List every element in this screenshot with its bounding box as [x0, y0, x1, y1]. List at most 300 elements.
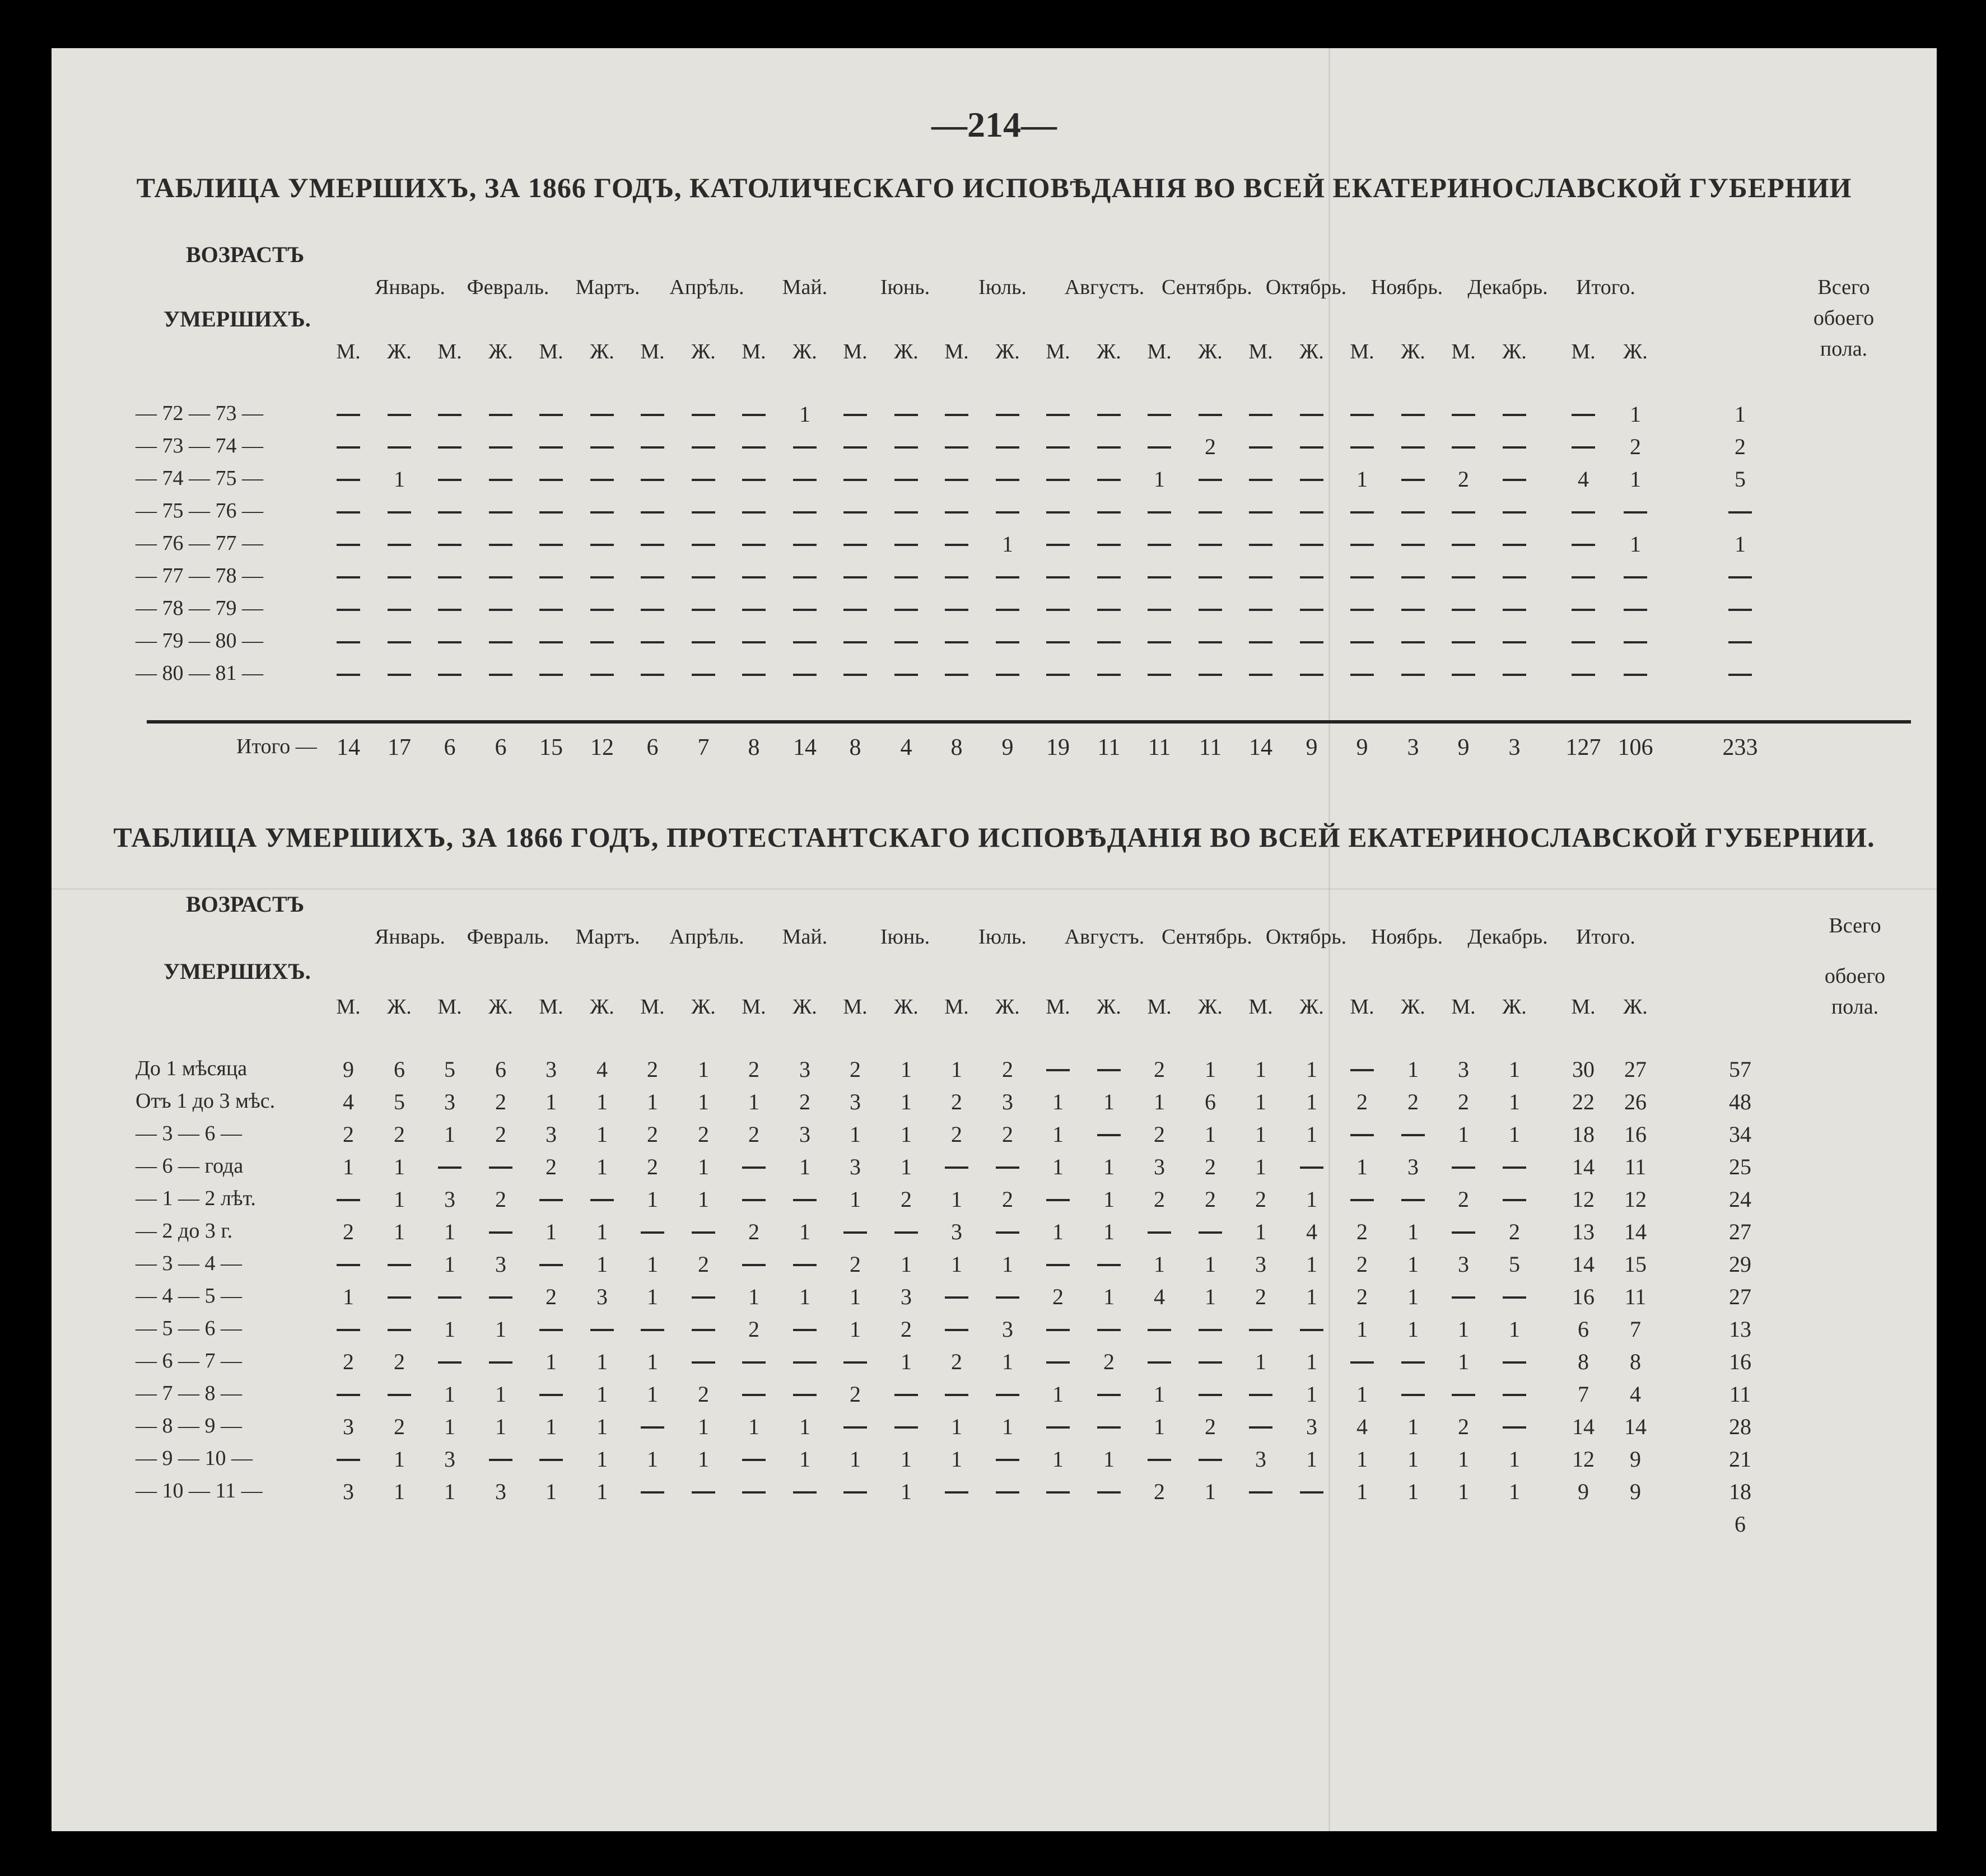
- data-cell: 1: [596, 1089, 608, 1114]
- sex-header: Ж.: [1502, 340, 1527, 363]
- data-cell: [1289, 661, 1334, 687]
- data-cell: 1: [1154, 1252, 1165, 1277]
- data-cell: [985, 596, 1030, 622]
- month-header: Итого.: [1576, 276, 1635, 299]
- sex-header: М.: [742, 995, 766, 1019]
- data-cell: [1188, 401, 1233, 427]
- dash-mark: [1300, 414, 1323, 416]
- scanned-page: [52, 48, 1937, 1831]
- data-cell: 1: [546, 1349, 557, 1374]
- age-row-label: — 7 — 8 —: [136, 1382, 242, 1405]
- dash-mark: [793, 446, 817, 449]
- dash-mark: [843, 446, 867, 449]
- dash-mark: [742, 1491, 766, 1494]
- dash-mark: [742, 1264, 766, 1266]
- data-cell: 2: [1002, 1122, 1013, 1147]
- dash-mark: [1300, 576, 1323, 578]
- age-header: ВОЗРАСТЪ: [186, 892, 305, 917]
- dash-mark: [539, 479, 563, 481]
- dash-mark: [1350, 609, 1374, 611]
- dash-mark: [539, 1264, 563, 1266]
- data-cell: [427, 401, 472, 427]
- table-title: ТАБЛИЦА УМЕРШИХЪ, ЗА 1866 ГОДЪ, ПРОТЕСТАНТСКАГО ИСПОВѢДАНІЯ ВО ВСЕЙ ЕКАТЕРИНОСЛАВСКОЙ ГУБЕРНИИ.: [113, 822, 1875, 853]
- total-cell: 127: [1565, 735, 1601, 760]
- dash-mark: [539, 609, 563, 611]
- data-cell: 1: [1103, 1219, 1115, 1244]
- dash-mark: [894, 1231, 918, 1234]
- data-cell: [580, 1186, 624, 1212]
- data-cell: 2: [1356, 1284, 1368, 1309]
- data-cell: [427, 498, 472, 525]
- data-cell: 2: [1458, 466, 1469, 492]
- data-cell: 1: [1255, 1089, 1266, 1114]
- data-cell: [1238, 563, 1283, 590]
- dash-mark: [1452, 609, 1475, 611]
- data-cell: [529, 661, 574, 687]
- age-row-label: — 80 — 81 —: [136, 661, 263, 685]
- data-cell: [681, 1284, 726, 1310]
- sex-header: М.: [336, 340, 361, 363]
- total-cell: 7: [697, 735, 710, 760]
- data-cell: [529, 433, 574, 460]
- dash-mark: [1249, 1329, 1272, 1331]
- data-cell: 6: [495, 1057, 506, 1082]
- sex-header: М.: [539, 995, 563, 1019]
- data-cell: 2: [1154, 1122, 1165, 1147]
- data-cell: 1: [951, 1252, 962, 1277]
- dash-mark: [843, 414, 867, 416]
- dash-mark: [1148, 576, 1171, 578]
- data-cell: [1492, 433, 1537, 460]
- sex-header: Ж.: [792, 340, 817, 363]
- dash-mark: [1199, 544, 1222, 546]
- data-cell: 1: [1103, 1187, 1115, 1212]
- data-cell: 2: [1356, 1089, 1368, 1114]
- data-cell: [377, 596, 422, 622]
- dash-mark: [1401, 544, 1425, 546]
- total-cell: 8: [849, 735, 861, 760]
- sex-header: Ж.: [1097, 995, 1121, 1019]
- data-cell: [427, 563, 472, 590]
- dash-mark: [1097, 1264, 1121, 1266]
- data-cell: 1: [546, 1219, 557, 1244]
- dash-mark: [1097, 479, 1121, 481]
- dash-mark: [945, 609, 968, 611]
- data-cell: 1: [1630, 531, 1641, 557]
- data-cell: [1391, 433, 1435, 460]
- data-cell: [1561, 531, 1606, 557]
- data-cell: [1188, 1219, 1233, 1245]
- data-cell: 1: [1509, 1122, 1520, 1147]
- age-row-label: — 3 — 6 —: [136, 1122, 242, 1145]
- data-cell: [1238, 1413, 1283, 1440]
- dash-mark: [843, 1361, 867, 1364]
- age-row-label: — 2 до 3 г.: [136, 1219, 233, 1243]
- data-cell: [478, 1154, 523, 1180]
- data-cell: 3: [343, 1414, 354, 1439]
- data-cell: [1036, 1251, 1080, 1277]
- dash-mark: [843, 674, 867, 676]
- data-cell: 1: [596, 1219, 608, 1244]
- data-cell: [681, 401, 726, 427]
- data-cell: [326, 1186, 371, 1212]
- dash-mark: [1148, 414, 1171, 416]
- data-cell: 3: [850, 1089, 861, 1114]
- data-cell: 1: [901, 1252, 912, 1277]
- data-cell: 1: [1103, 1089, 1115, 1114]
- data-cell: [326, 628, 371, 655]
- dash-mark: [1452, 1394, 1475, 1396]
- month-header: Ноябрь.: [1370, 276, 1443, 299]
- data-cell: [833, 1413, 878, 1440]
- data-cell: 2: [343, 1349, 354, 1374]
- data-cell: [630, 628, 675, 655]
- sex-header: Ж.: [1097, 340, 1121, 363]
- total-cell: 9: [1001, 735, 1014, 760]
- dash-mark: [1300, 511, 1323, 514]
- data-cell: [985, 628, 1030, 655]
- sex-header: Ж.: [894, 995, 919, 1019]
- data-cell: [681, 596, 726, 622]
- data-cell: 3: [1154, 1154, 1165, 1179]
- data-cell: [630, 498, 675, 525]
- table-separator-line: [147, 720, 1911, 724]
- dash-mark: [996, 576, 1019, 578]
- data-cell: 1: [1052, 1154, 1064, 1179]
- data-cell: 2: [1255, 1284, 1266, 1309]
- data-cell: 1: [1735, 531, 1746, 557]
- dash-mark: [692, 1329, 715, 1331]
- data-cell: 1: [1002, 1252, 1013, 1277]
- dash-mark: [1300, 641, 1323, 643]
- sex-header: Ж.: [995, 995, 1020, 1019]
- data-cell: [985, 466, 1030, 492]
- data-cell: [884, 563, 929, 590]
- data-cell: 1: [1630, 466, 1641, 492]
- total-cell: 6: [646, 735, 659, 760]
- data-cell: [1137, 1446, 1182, 1472]
- dash-mark: [1452, 674, 1475, 676]
- sex-header: Ж.: [1401, 995, 1425, 1019]
- dash-mark: [1503, 414, 1526, 416]
- data-cell: [1613, 498, 1658, 525]
- dash-mark: [945, 576, 968, 578]
- data-cell: [1238, 1478, 1283, 1505]
- data-cell: [580, 661, 624, 687]
- age-row-label: — 76 — 77 —: [136, 531, 263, 555]
- data-cell: 1: [1306, 1057, 1317, 1082]
- data-cell: [326, 1381, 371, 1407]
- data-cell: 2: [495, 1089, 506, 1114]
- sex-header: Ж.: [1198, 340, 1223, 363]
- data-cell: 1: [1205, 1284, 1216, 1309]
- dash-mark: [1046, 511, 1070, 514]
- data-cell: 1: [444, 1414, 455, 1439]
- dash-mark: [337, 1394, 360, 1396]
- dash-mark: [641, 511, 664, 514]
- dash-mark: [1624, 511, 1647, 514]
- data-cell: [1340, 596, 1384, 622]
- data-cell: [478, 1219, 523, 1245]
- data-cell: [1036, 596, 1080, 622]
- data-cell: 2: [1458, 1187, 1469, 1212]
- data-cell: [1036, 1186, 1080, 1212]
- dash-mark: [1199, 1459, 1222, 1461]
- dash-mark: [1097, 1426, 1121, 1429]
- data-cell: [934, 498, 979, 525]
- data-cell: 1: [1407, 1479, 1419, 1504]
- total-cell: 9: [1306, 735, 1318, 760]
- sex-header: М.: [437, 340, 462, 363]
- data-cell: [326, 596, 371, 622]
- dash-mark: [1148, 609, 1171, 611]
- data-cell: [1492, 596, 1537, 622]
- data-cell: [1137, 628, 1182, 655]
- data-cell: [630, 1219, 675, 1245]
- dash-mark: [1401, 1394, 1425, 1396]
- dash-mark: [489, 576, 512, 578]
- data-cell: 1: [799, 402, 810, 427]
- data-cell: [529, 1446, 574, 1472]
- data-cell: 6: [394, 1057, 405, 1082]
- data-cell: 1: [850, 1446, 861, 1472]
- data-cell: [1441, 1219, 1486, 1245]
- data-cell: 2: [850, 1382, 861, 1407]
- page-number: —214—: [931, 105, 1057, 144]
- data-cell: 4: [1306, 1219, 1317, 1244]
- dash-mark: [1350, 1134, 1374, 1136]
- dash-mark: [388, 1296, 411, 1299]
- data-cell: 14: [1624, 1414, 1647, 1439]
- data-cell: [1289, 563, 1334, 590]
- data-cell: [833, 401, 878, 427]
- data-cell: 1: [546, 1089, 557, 1114]
- data-cell: [1492, 498, 1537, 525]
- data-cell: 1: [596, 1154, 608, 1179]
- dash-mark: [843, 609, 867, 611]
- data-cell: 2: [1205, 1187, 1216, 1212]
- dash-mark: [1452, 641, 1475, 643]
- data-cell: 1: [1255, 1219, 1266, 1244]
- data-cell: [985, 1219, 1030, 1245]
- data-cell: 1: [596, 1252, 608, 1277]
- sex-header: Ж.: [1401, 340, 1425, 363]
- dash-mark: [438, 511, 461, 514]
- data-cell: 1: [698, 1414, 709, 1439]
- data-cell: [1613, 563, 1658, 590]
- dash-mark: [1350, 1199, 1374, 1201]
- data-cell: 2: [1735, 434, 1746, 459]
- month-header: Мартъ.: [575, 925, 640, 949]
- dash-mark: [641, 1231, 664, 1234]
- data-cell: 2: [1002, 1187, 1013, 1212]
- data-cell: 2: [1154, 1057, 1165, 1082]
- dash-mark: [692, 1361, 715, 1364]
- dash-mark: [1572, 609, 1595, 611]
- sex-header: М.: [640, 340, 665, 363]
- data-cell: 2: [1509, 1219, 1520, 1244]
- data-cell: [1340, 401, 1384, 427]
- data-cell: 2: [1205, 1154, 1216, 1179]
- data-cell: [478, 596, 523, 622]
- month-header: Ноябрь.: [1370, 925, 1443, 949]
- data-cell: 1: [495, 1317, 506, 1342]
- dash-mark: [996, 1491, 1019, 1494]
- data-cell: 3: [850, 1154, 861, 1179]
- data-cell: 2: [698, 1122, 709, 1147]
- dash-mark: [1046, 544, 1070, 546]
- age-row-label: — 79 — 80 —: [136, 629, 263, 652]
- data-cell: [1492, 466, 1537, 492]
- dash-mark: [1401, 576, 1425, 578]
- dash-mark: [1300, 674, 1323, 676]
- data-cell: [377, 1381, 422, 1407]
- data-cell: 1: [1205, 1252, 1216, 1277]
- dash-mark: [1199, 1231, 1222, 1234]
- dash-mark: [1452, 544, 1475, 546]
- dash-mark: [1199, 1361, 1222, 1364]
- data-cell: [731, 1478, 776, 1505]
- data-cell: [1613, 661, 1658, 687]
- dash-mark: [1046, 1069, 1070, 1071]
- data-cell: [1718, 498, 1763, 525]
- dash-mark: [590, 1199, 614, 1201]
- data-cell: [1492, 1186, 1537, 1212]
- data-cell: 1: [444, 1219, 455, 1244]
- data-cell: [1188, 596, 1233, 622]
- dash-mark: [1728, 609, 1752, 611]
- data-cell: 2: [343, 1219, 354, 1244]
- data-cell: [377, 661, 422, 687]
- data-cell: 27: [1624, 1057, 1647, 1082]
- data-cell: 2: [647, 1154, 658, 1179]
- data-cell: 16: [1729, 1349, 1751, 1374]
- data-cell: [1087, 1056, 1131, 1082]
- dash-mark: [489, 674, 512, 676]
- dash-mark: [793, 1361, 817, 1364]
- dash-mark: [945, 1491, 968, 1494]
- dash-mark: [438, 576, 461, 578]
- dash-mark: [1572, 446, 1595, 449]
- data-cell: 3: [444, 1089, 455, 1114]
- dash-mark: [1452, 414, 1475, 416]
- data-cell: [1188, 1381, 1233, 1407]
- dash-mark: [1572, 674, 1595, 676]
- data-cell: 2: [1630, 434, 1641, 459]
- sex-header: М.: [1451, 340, 1476, 363]
- age-row-label: — 3 — 4 —: [136, 1252, 242, 1275]
- data-cell: [782, 628, 827, 655]
- data-cell: [630, 1478, 675, 1505]
- dash-mark: [1401, 1134, 1425, 1136]
- dash-mark: [1300, 544, 1323, 546]
- data-cell: [377, 401, 422, 427]
- dash-mark: [1572, 414, 1595, 416]
- total-cell: 14: [1249, 735, 1272, 760]
- data-cell: 4: [1630, 1382, 1641, 1407]
- data-cell: 1: [951, 1057, 962, 1082]
- dash-mark: [1300, 1491, 1323, 1494]
- data-cell: 1: [1458, 1479, 1469, 1504]
- footnote-number: 6: [1735, 1511, 1746, 1537]
- data-cell: 1: [1002, 1414, 1013, 1439]
- dash-mark: [1097, 1491, 1121, 1494]
- month-header: Октябрь.: [1265, 925, 1347, 949]
- data-cell: [782, 531, 827, 557]
- dash-mark: [1401, 446, 1425, 449]
- dash-mark: [1249, 446, 1272, 449]
- dash-mark: [539, 511, 563, 514]
- data-cell: [731, 1154, 776, 1180]
- dash-mark: [894, 1426, 918, 1429]
- data-cell: [731, 1381, 776, 1407]
- data-cell: 1: [1407, 1057, 1419, 1082]
- data-cell: [1087, 596, 1131, 622]
- dash-mark: [742, 576, 766, 578]
- data-cell: [580, 401, 624, 427]
- dash-mark: [1452, 446, 1475, 449]
- total-cell: 3: [1508, 735, 1521, 760]
- data-cell: 4: [596, 1057, 608, 1082]
- data-cell: [427, 1154, 472, 1180]
- dash-mark: [1401, 1199, 1425, 1201]
- sex-header: М.: [1571, 340, 1596, 363]
- total-cell: 8: [950, 735, 963, 760]
- month-header: Февраль.: [467, 925, 549, 949]
- data-cell: [1718, 628, 1763, 655]
- data-cell: [1036, 531, 1080, 557]
- data-cell: [1441, 401, 1486, 427]
- data-cell: 1: [647, 1252, 658, 1277]
- data-cell: 1: [1356, 1446, 1368, 1472]
- month-header: Май.: [782, 276, 828, 299]
- data-cell: [1137, 1219, 1182, 1245]
- data-cell: [478, 433, 523, 460]
- data-cell: [1137, 596, 1182, 622]
- data-cell: 27: [1729, 1284, 1751, 1309]
- month-header: Сентябрь.: [1162, 276, 1252, 299]
- dash-mark: [388, 674, 411, 676]
- data-cell: 3: [596, 1284, 608, 1309]
- data-cell: [934, 1284, 979, 1310]
- dash-mark: [894, 479, 918, 481]
- data-cell: 1: [647, 1284, 658, 1309]
- data-cell: [782, 563, 827, 590]
- data-cell: 1: [1306, 1382, 1317, 1407]
- data-cell: [478, 466, 523, 492]
- data-cell: [427, 596, 472, 622]
- data-cell: [630, 1316, 675, 1342]
- data-cell: [580, 596, 624, 622]
- data-cell: 1: [1356, 1317, 1368, 1342]
- dash-mark: [1300, 1329, 1323, 1331]
- grand-total-header: обоего: [1813, 306, 1875, 330]
- dash-mark: [590, 609, 614, 611]
- dash-mark: [1199, 609, 1222, 611]
- dash-mark: [1097, 674, 1121, 676]
- data-cell: [884, 596, 929, 622]
- dash-mark: [438, 544, 461, 546]
- data-cell: [529, 498, 574, 525]
- data-cell: 2: [1205, 434, 1216, 459]
- dash-mark: [539, 544, 563, 546]
- data-cell: [1036, 401, 1080, 427]
- data-cell: 1: [647, 1382, 658, 1407]
- data-cell: [884, 466, 929, 492]
- data-cell: [1036, 1478, 1080, 1505]
- dash-mark: [894, 414, 918, 416]
- dash-mark: [692, 576, 715, 578]
